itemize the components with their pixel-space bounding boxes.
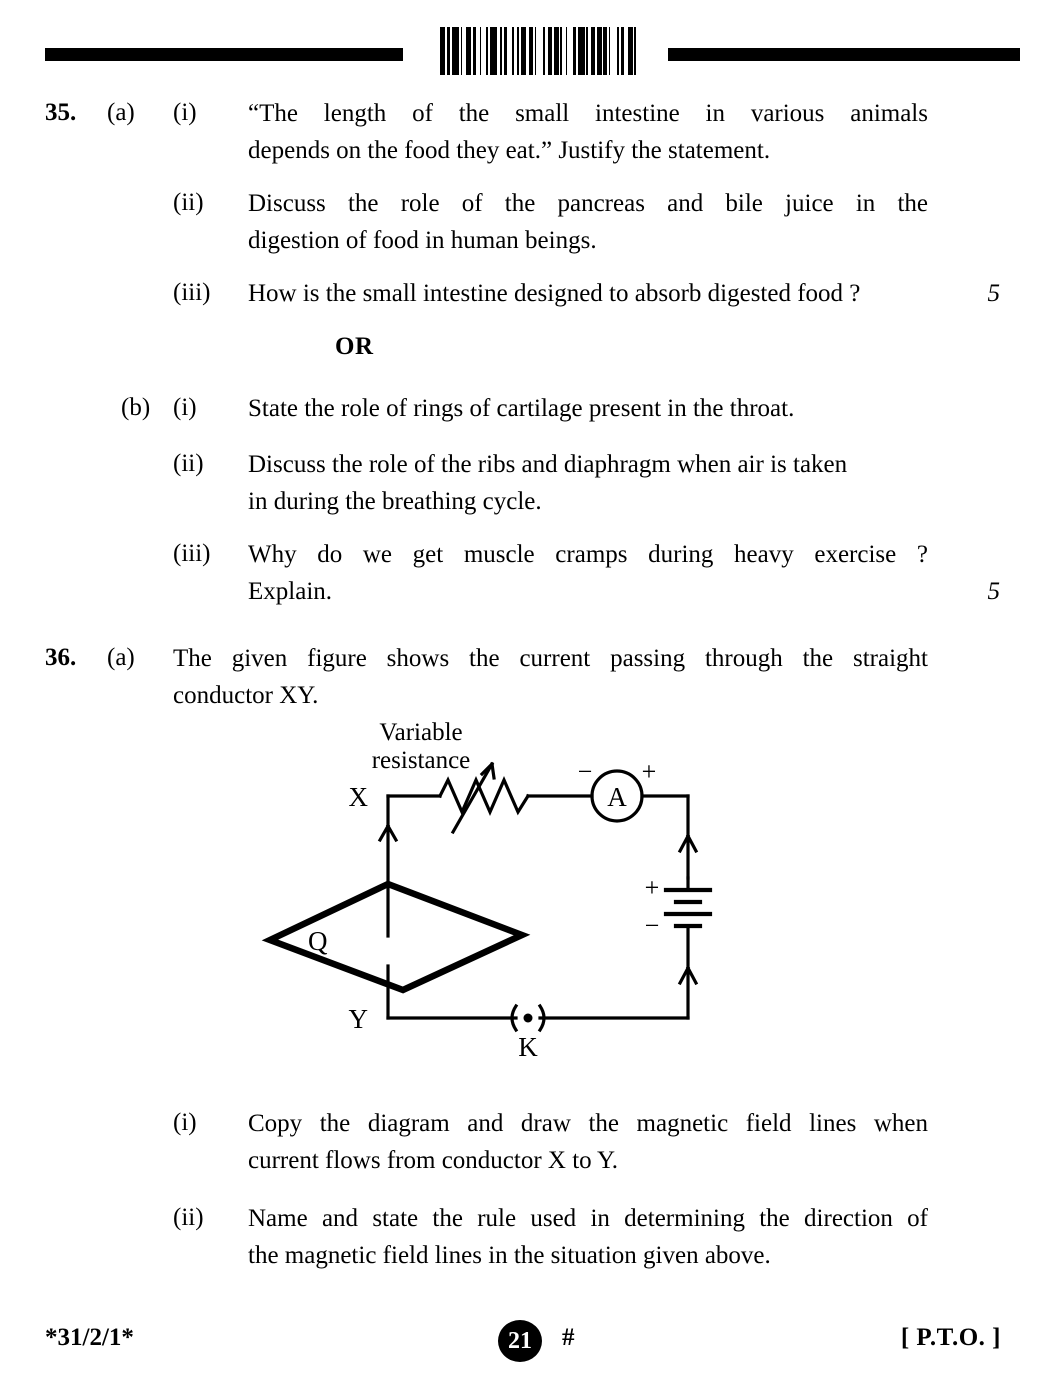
- part-text: [248, 536, 928, 610]
- stem-line-1: The given figure shows the current passing through the straight: [173, 645, 928, 672]
- marks-35-b: 5: [987, 578, 1000, 605]
- part-text: [248, 275, 928, 312]
- barcode-bar: [610, 27, 617, 75]
- option-alpha: (b): [121, 394, 151, 421]
- variable-resistance-label-line2: resistance: [371, 747, 471, 774]
- or-label: OR: [335, 333, 374, 360]
- option-alpha: (a): [107, 99, 135, 126]
- part-line-1: Copy the diagram and draw the magnetic field lines when: [248, 1110, 928, 1137]
- page-footer: [0, 1318, 1046, 1378]
- hash-mark: #: [562, 1324, 575, 1351]
- question-number: 35.: [45, 99, 77, 126]
- part-line-2: depends on the food they eat.” Justify the statement.: [248, 137, 771, 164]
- paper-code: *31/2/1*: [45, 1324, 134, 1351]
- option-alpha: (a): [107, 644, 135, 671]
- label-q: Q: [308, 926, 328, 956]
- part-line-2: digestion of food in human beings.: [248, 227, 597, 254]
- stem-text: [173, 640, 928, 714]
- question-35-a-ii: [45, 185, 1000, 259]
- ammeter-label: A: [607, 782, 627, 812]
- part-line-1: Discuss the role of the ribs and diaphragm when air is taken: [248, 451, 848, 478]
- marks-35-a: 5: [987, 280, 1000, 307]
- question-35-b-ii: [45, 446, 1000, 520]
- variable-arrow-shaft: [453, 764, 492, 832]
- part-roman: (ii): [173, 1204, 204, 1231]
- part-text: [248, 185, 928, 259]
- key-label: K: [518, 1032, 538, 1062]
- part-text: [248, 390, 928, 427]
- part-roman: (i): [173, 1109, 197, 1136]
- barcode-bar: [490, 27, 497, 75]
- label-x: X: [348, 782, 368, 812]
- part-line-1: Name and state the rule used in determining the direction of: [248, 1205, 928, 1232]
- part-roman: (iii): [173, 279, 211, 306]
- page-header: [0, 0, 1046, 86]
- question-36-a-i: [45, 1105, 1000, 1179]
- stem-line-2: conductor XY.: [173, 682, 319, 709]
- part-line-2: the magnetic field lines in the situation given above.: [248, 1242, 771, 1269]
- barcode-bar: [452, 27, 459, 75]
- part-text: [248, 1200, 928, 1274]
- part-text: [248, 446, 928, 520]
- question-35-a-i: [45, 95, 1000, 169]
- part-line-1: Discuss the role of the pancreas and bile juice in the: [248, 190, 928, 217]
- battery-plus-sign: +: [644, 873, 660, 902]
- circuit-diagram-figure: [240, 718, 760, 1068]
- question-number: 36.: [45, 644, 77, 671]
- part-line-1: How is the small intestine designed to absorb digested food ?: [248, 280, 861, 307]
- pto-label: [ P.T.O. ]: [900, 1324, 1001, 1351]
- question-35-a-iii: [45, 275, 1000, 312]
- part-text: [248, 95, 928, 169]
- question-35-b-iii: [45, 536, 1000, 610]
- barcode: [440, 27, 640, 75]
- header-rule-right: [668, 48, 1020, 61]
- label-y: Y: [348, 1004, 368, 1034]
- barcode-bar: [636, 27, 639, 75]
- part-line-1: “The length of the small intestine in various animals: [248, 100, 928, 127]
- header-rule-left: [45, 48, 403, 61]
- variable-resistance-label-line1: Variable: [379, 719, 463, 746]
- circuit-diagram-svg: [240, 718, 760, 1068]
- part-roman: (i): [173, 99, 197, 126]
- part-roman: (ii): [173, 189, 204, 216]
- page-number-badge: 21: [498, 1320, 542, 1362]
- part-line-2: current flows from conductor X to Y.: [248, 1147, 619, 1174]
- part-line-1: Why do we get muscle cramps during heavy exercise ?: [248, 541, 928, 568]
- part-line-2: in during the breathing cycle.: [248, 488, 542, 515]
- part-roman: (ii): [173, 450, 204, 477]
- question-35-b-i: [45, 390, 1000, 427]
- battery-minus-sign: −: [644, 911, 660, 940]
- question-36-a-ii: [45, 1200, 1000, 1274]
- question-36-a-stem: [45, 640, 1000, 714]
- barcode-bar: [578, 27, 585, 75]
- part-line-1: State the role of rings of cartilage present in the throat.: [248, 395, 795, 422]
- ammeter-minus-sign: −: [577, 757, 593, 786]
- part-roman: (iii): [173, 540, 211, 567]
- part-roman: (i): [173, 394, 197, 421]
- resistor-zigzag: [440, 780, 528, 812]
- ammeter-plus-sign: +: [641, 757, 657, 786]
- part-line-2: Explain.: [248, 578, 333, 605]
- key-dot: [524, 1014, 533, 1023]
- barcode-bar: [536, 27, 543, 75]
- part-text: [248, 1105, 928, 1179]
